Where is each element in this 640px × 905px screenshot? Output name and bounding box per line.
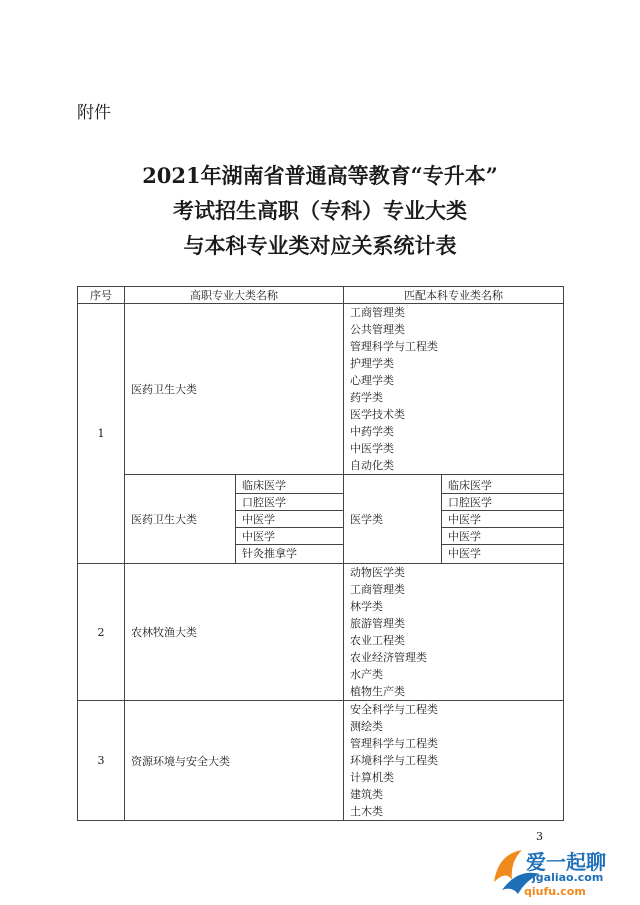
table-row xyxy=(78,701,564,821)
watermark-domain: jgaliao.com xyxy=(532,871,604,884)
list-item: 医学技术类 xyxy=(350,408,405,421)
table-row xyxy=(78,475,564,564)
matched-list xyxy=(344,304,564,475)
list-item: 临床医学 xyxy=(236,477,343,494)
list-item: 自动化类 xyxy=(350,459,394,472)
list-item: 口腔医学 xyxy=(236,494,343,511)
list-item: 中药学类 xyxy=(350,425,394,438)
table-header-row xyxy=(78,287,564,304)
header-index: 序号 xyxy=(78,287,125,304)
document-title-line-3: 与本科专业类对应关系统计表 xyxy=(183,233,457,258)
matched-category: 医学类 xyxy=(344,475,442,564)
list-item: 中医学 xyxy=(236,511,343,528)
list-item: 农业工程类 xyxy=(350,634,405,647)
list-item: 管理科学与工程类 xyxy=(350,737,438,750)
document-title-line-1: 2021年湖南省普通高等教育“专升本” xyxy=(142,163,498,188)
header-vocational: 高职专业大类名称 xyxy=(125,287,344,304)
list-item: 农业经济管理类 xyxy=(350,651,427,664)
page-number: 3 xyxy=(536,830,543,843)
document-title-line-2: 考试招生高职（专科）专业大类 xyxy=(173,198,467,223)
vocational-category: 资源环境与安全大类 xyxy=(125,701,344,821)
matched-majors xyxy=(442,475,564,564)
vocational-category: 农林牧渔大类 xyxy=(125,564,344,701)
list-item: 中医学 xyxy=(236,528,343,545)
list-item: 工商管理类 xyxy=(350,583,405,596)
table-row xyxy=(78,304,564,475)
list-item: 工商管理类 xyxy=(350,306,405,319)
list-item: 管理科学与工程类 xyxy=(350,340,438,353)
list-item: 水产类 xyxy=(350,668,383,681)
watermark-brand: 爱一起聊 xyxy=(526,850,606,874)
list-item: 口腔医学 xyxy=(442,494,563,511)
row-index: 2 xyxy=(78,564,125,701)
matched-list xyxy=(344,701,564,821)
vocational-majors xyxy=(236,475,344,564)
vocational-category: 医药卫生大类 xyxy=(125,475,236,564)
list-item: 计算机类 xyxy=(350,771,394,784)
list-item: 土木类 xyxy=(350,805,383,818)
header-matched: 匹配本科专业类名称 xyxy=(344,287,564,304)
list-item: 动物医学类 xyxy=(350,566,405,579)
list-item: 环境科学与工程类 xyxy=(350,754,438,767)
list-item: 药学类 xyxy=(350,391,383,404)
watermark-domain-secondary: qiufu.com xyxy=(524,885,586,898)
matched-list xyxy=(344,564,564,701)
list-item: 中医学类 xyxy=(350,442,394,455)
list-item: 临床医学 xyxy=(442,477,563,494)
list-item: 建筑类 xyxy=(350,788,383,801)
vocational-category: 医药卫生大类 xyxy=(125,304,344,475)
row-index: 3 xyxy=(78,701,125,821)
list-item: 公共管理类 xyxy=(350,323,405,336)
list-item: 旅游管理类 xyxy=(350,617,405,630)
list-item: 中医学 xyxy=(442,545,563,562)
list-item: 林学类 xyxy=(350,600,383,613)
attachment-label: 附件 xyxy=(77,103,111,123)
list-item: 安全科学与工程类 xyxy=(350,703,438,716)
list-item: 针灸推拿学 xyxy=(236,545,343,562)
table-row xyxy=(78,564,564,701)
list-item: 心理学类 xyxy=(350,374,394,387)
list-item: 测绘类 xyxy=(350,720,383,733)
mapping-table xyxy=(77,286,564,821)
row-index: 1 xyxy=(78,304,125,564)
list-item: 护理学类 xyxy=(350,357,394,370)
list-item: 中医学 xyxy=(442,528,563,545)
list-item: 中医学 xyxy=(442,511,563,528)
list-item: 植物生产类 xyxy=(350,685,405,698)
site-watermark xyxy=(488,840,628,900)
